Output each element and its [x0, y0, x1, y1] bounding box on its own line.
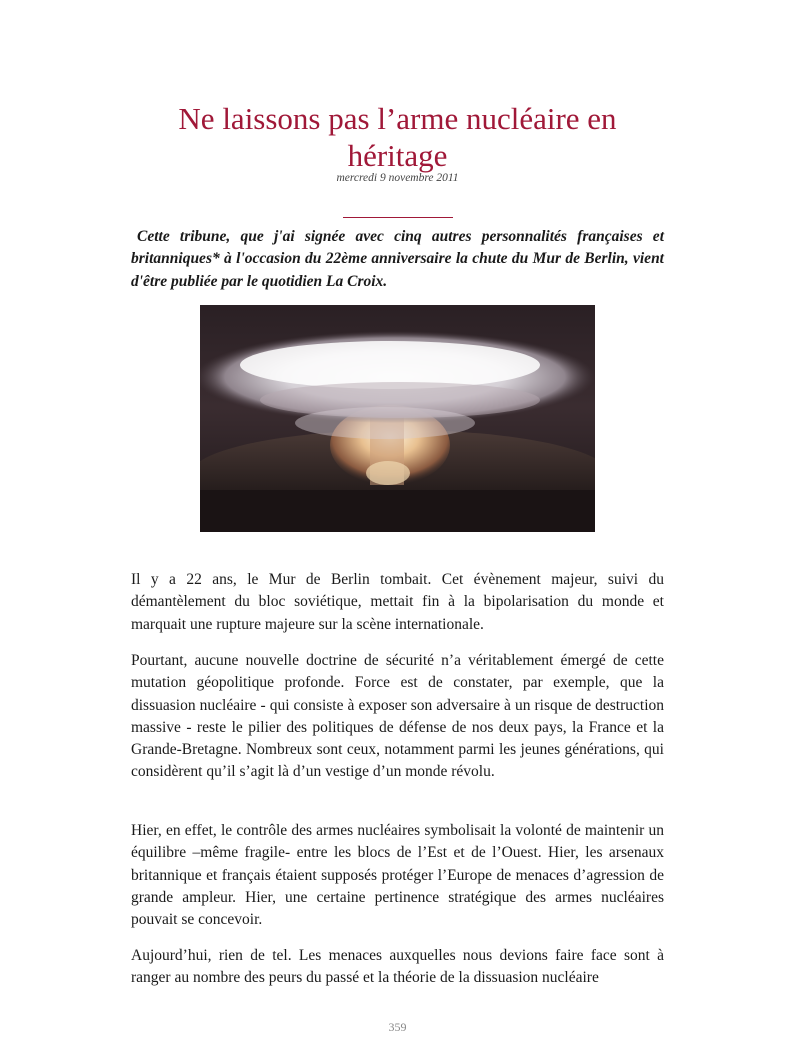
- article-title: Ne laissons pas l’arme nucléaire en héritage: [178, 101, 617, 173]
- article-paragraph: Il y a 22 ans, le Mur de Berlin tombait. Cet évènement majeur, suivi du démantèlement du bloc soviétique, mettait fin à la bipolarisation du monde et marquait une rupture majeure sur la scène internationale.: [131, 571, 664, 633]
- mushroom-cloud-photo: [200, 305, 595, 532]
- title-divider: [343, 217, 453, 218]
- article-paragraph: Hier, en effet, le contrôle des armes nucléaires symbolisait la volonté de maintenir un équilibre –même fragile- entre les blocs de l’Est et de l’Ouest. Hier, les arsenaux britannique et français étaient supposés protéger l’Europe de menaces d’agression de grande ampleur. Hier, une certaine pertinence stratégique des armes nucléaires pouvait se concevoir.: [131, 822, 664, 929]
- article-paragraph: Pourtant, aucune nouvelle doctrine de sécurité n’a véritablement émergé de cette mutation géopolitique profonde. Force est de constater, par exemple, que la dissuasion nucléaire - qui consiste à exposer son adversaire à un risque de destruction massive - reste le pilier des politiques de défense de nos deux pays, la France et la Grande-Bretagne. Nombreux sont ceux, notamment parmi les jeunes générations, qui considèrent qu’il s’agit là d’un vestige d’un monde révolu.: [131, 652, 664, 781]
- page-number: 359: [388, 1020, 407, 1034]
- article-date: mercredi 9 novembre 2011: [336, 172, 459, 184]
- article-intro: Cette tribune, que j'ai signée avec cinq autres personnalités françaises et britanniques* à l'occasion du 22ème anniversaire la chute du Mur de Berlin, vient d'être publiée par le quotidien La Croix.: [131, 228, 664, 290]
- article-paragraph: Aujourd’hui, rien de tel. Les menaces auxquelles nous devions faire face sont à ranger au nombre des peurs du passé et la théorie de la dissuasion nucléaire: [131, 947, 664, 987]
